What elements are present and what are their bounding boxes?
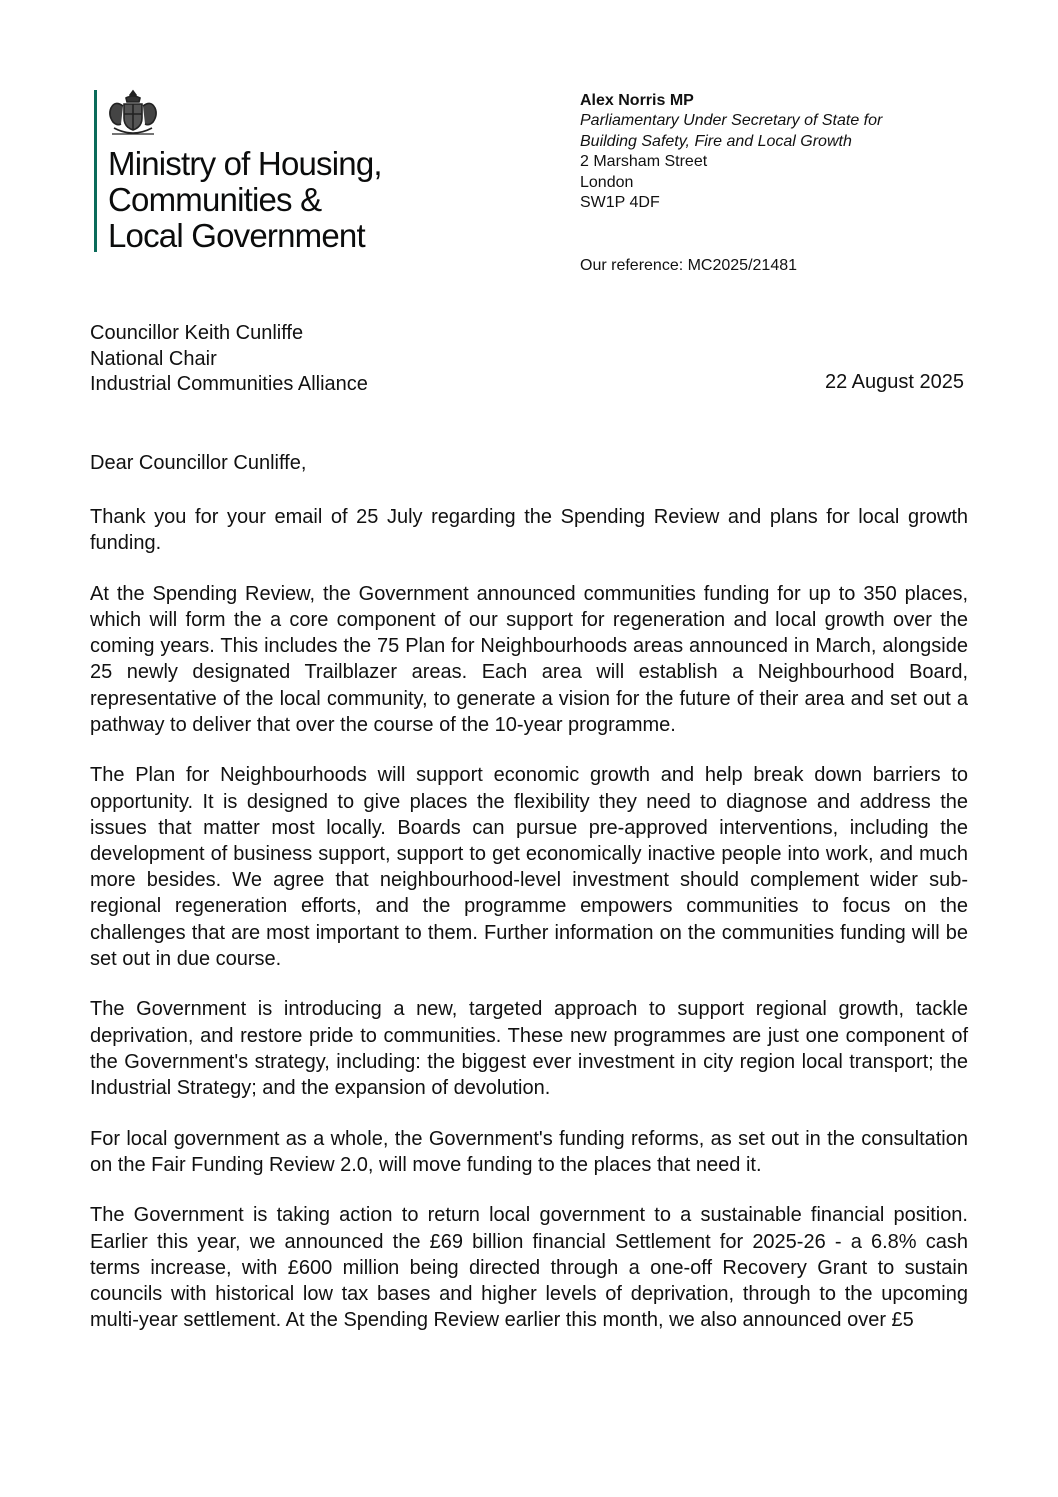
recipient-line: National Chair (90, 347, 217, 370)
body-paragraph: The Government is taking action to return local government to a sustainable financial position. Earlier this year, we announced the £69 billion financial Settlement for 2025-26 - a 6.8% cash terms increase, with £600 million being directed through a one-off Recovery Grant to sustain councils with historical low tax bases and higher levels of deprivation, through to the upcoming multi-year settlement. At the Spending Review earlier this month, we also announced over £5 (90, 1204, 968, 1332)
recipient-block (90, 321, 368, 398)
sender-block (580, 91, 882, 213)
department-name-line: Communities & (108, 181, 322, 218)
letterhead-accent-bar (94, 90, 97, 252)
our-reference: Our reference: MC2025/21481 (580, 257, 798, 274)
letter-body (90, 504, 968, 1358)
sender-address-line: London (580, 173, 634, 191)
sender-address-line: SW1P 4DF (580, 194, 660, 212)
body-paragraph: For local government as a whole, the Government's funding reforms, as set out in the consultation on the Fair Funding Review 2.0, will move funding to the places that need it. (90, 1127, 968, 1176)
body-paragraph: The Plan for Neighbourhoods will support economic growth and help break down barriers to opportunity. It is designed to give places the flexibility they need to diagnose and address the issues that matter most locally. Boards can pursue pre-approved interventions, including the development of business support, support to get economically inactive people into work, and much more besides. We agree that neighbourhood-level investment should complement wider sub-regional regeneration efforts, and the programme empowers communities to focus on the challenges that are most important to them. Further information on the communities funding will be set out in due course. (90, 764, 968, 970)
body-paragraph: The Government is introducing a new, targeted approach to support regional growth, tackle deprivation, and restore pride to communities. These new programmes are just one component of the Government's strategy, including: the biggest ever investment in city region local transport; the Industrial Strategy; and the expansion of devolution. (90, 998, 968, 1100)
royal-coat-of-arms-icon (104, 88, 162, 140)
salutation: Dear Councillor Cunliffe, (90, 452, 307, 474)
department-name-line: Local Government (108, 217, 365, 254)
department-name-line: Ministry of Housing, (108, 145, 382, 182)
body-paragraph: At the Spending Review, the Government announced communities funding for up to 350 places, which will form the a core component of our support for regeneration and local growth over the coming years. This includes the 75 Plan for Neighbourhoods areas announced in March, alongside 25 newly designated Trailblazer areas. Each area will establish a Neighbourhood Board, representative of the local community, to generate a vision for the future of their area and set out a pathway to deliver that over the course of the 10-year programme. (90, 582, 968, 736)
sender-title-line: Building Safety, Fire and Local Growth (580, 132, 852, 150)
recipient-line: Councillor Keith Cunliffe (90, 322, 304, 344)
sender-title-line: Parliamentary Under Secretary of State for (580, 112, 883, 130)
sender-address-line: 2 Marsham Street (580, 153, 708, 171)
department-name (108, 146, 382, 254)
sender-name: Alex Norris MP (580, 92, 694, 109)
letter-date: 22 August 2025 (824, 371, 964, 393)
body-paragraph: Thank you for your email of 25 July regarding the Spending Review and plans for local growth funding. (90, 506, 968, 555)
recipient-line: Industrial Communities Alliance (90, 373, 368, 395)
